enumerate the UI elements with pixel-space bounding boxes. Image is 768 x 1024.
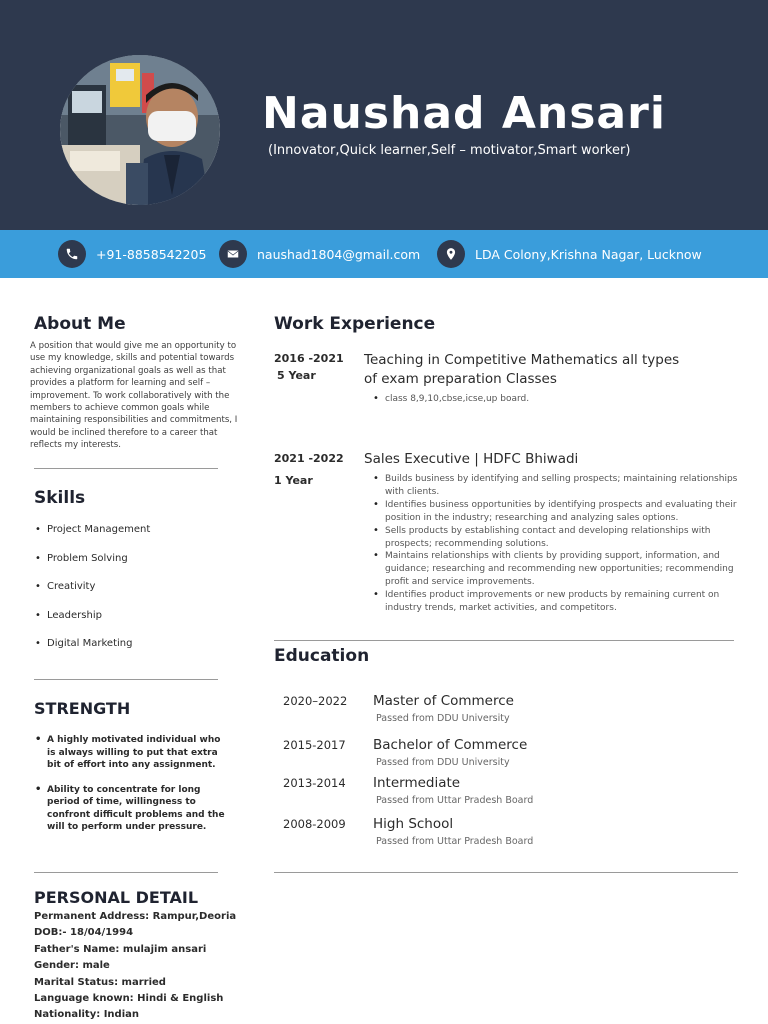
gender: Gender: male <box>34 960 110 972</box>
edu-institution: Passed from Uttar Pradesh Board <box>376 836 534 847</box>
email-address[interactable]: naushad1804@gmail.com <box>257 246 421 262</box>
edu-period: 2020–2022 <box>283 694 348 708</box>
list-item: • Identifies business opportunities by identifying prospects and evaluating their position in the industry; researching and analyzing sales options. <box>372 499 738 525</box>
list-item: • Leadership <box>34 610 234 621</box>
nationality: Nationality: Indian <box>34 1009 139 1021</box>
resume-header <box>0 0 768 230</box>
edu-period: 2008-2009 <box>283 817 346 831</box>
skills-title: Skills <box>34 488 86 508</box>
mail-icon <box>219 240 247 268</box>
list-item: • Problem Solving <box>34 553 234 564</box>
strength-list <box>34 734 230 846</box>
list-item: • Sells products by establishing contact and developing relationships with prospects; recommending solutions. <box>372 525 738 551</box>
list-item: • A highly motivated individual who is always willing to put that extra bit of effort into any assignment. <box>34 734 230 772</box>
job-duration: 5 Year <box>277 369 316 382</box>
marital-status: Marital Status: married <box>34 976 166 988</box>
contact-email <box>219 240 420 268</box>
candidate-tagline: (Innovator,Quick learner,Self – motivator,Smart worker) <box>268 143 631 158</box>
work-title: Work Experience <box>274 314 436 334</box>
edu-institution: Passed from DDU University <box>376 757 510 768</box>
edu-institution: Passed from Uttar Pradesh Board <box>376 795 534 806</box>
languages-known: Language known: Hindi & English <box>34 993 224 1005</box>
about-title: About Me <box>34 314 126 334</box>
location-pin-icon <box>437 240 465 268</box>
edu-degree: High School <box>373 816 454 832</box>
list-item: • Digital Marketing <box>34 638 234 649</box>
job-period: 2016 -2021 <box>274 352 344 365</box>
job-period: 2021 -2022 <box>274 452 344 465</box>
home-address: LDA Colony,Krishna Nagar, Lucknow <box>475 246 702 262</box>
edu-degree: Master of Commerce <box>373 693 514 709</box>
contact-phone <box>58 240 206 268</box>
list-item: • Builds business by identifying and selling prospects; maintaining relationships with clients. <box>372 473 738 499</box>
list-item: • Ability to concentrate for long period of time, willingness to confront difficult problems and the will to perform under pressure. <box>34 784 230 834</box>
edu-degree: Intermediate <box>373 775 461 791</box>
job-bullets <box>372 473 738 615</box>
education-title: Education <box>274 646 370 666</box>
edu-period: 2013-2014 <box>283 776 346 790</box>
edu-period: 2015-2017 <box>283 738 346 752</box>
list-item: • Identifies product improvements or new products by remaining current on industry trends, market activities, and competitors. <box>372 589 738 615</box>
contact-bar <box>0 230 768 278</box>
divider <box>34 468 218 469</box>
edu-degree: Bachelor of Commerce <box>373 737 528 753</box>
divider <box>34 679 218 680</box>
personal-title: PERSONAL DETAIL <box>34 888 199 907</box>
strength-title: STRENGTH <box>34 699 131 718</box>
job-bullets <box>372 393 712 406</box>
contact-address <box>437 240 702 268</box>
candidate-name: Naushad Ansari <box>262 88 666 139</box>
phone-icon <box>58 240 86 268</box>
divider <box>274 640 734 641</box>
job-title: Sales Executive | HDFC Bhiwadi <box>364 451 579 467</box>
profile-photo-image <box>60 55 220 205</box>
edu-institution: Passed from DDU University <box>376 713 510 724</box>
list-item: • Maintains relationships with clients by providing support, information, and guidance; researching and recommending new opportunities; recommending profit and service improvements. <box>372 550 738 589</box>
profile-photo <box>60 55 220 205</box>
skills-list <box>34 524 234 667</box>
phone-number[interactable]: +91-8858542205 <box>96 246 207 262</box>
job-duration: 1 Year <box>274 474 313 487</box>
about-text: A position that would give me an opportunity to use my knowledge, skills and potential towards achieving organizational goals as well as that provides a platform for learning and self – improvement. To work collaboratively with the members to achieve common goals while maintaining responsibilities and commitments, I would be inclined therefore to a career that reflects my interests. <box>30 341 238 451</box>
personal-details <box>34 909 236 1024</box>
list-item: • class 8,9,10,cbse,icse,up board. <box>372 393 712 406</box>
permanent-address: Permanent Address: Rampur,Deoria <box>34 911 237 922</box>
fathers-name: Father's Name: mulajim ansari <box>34 943 207 955</box>
divider <box>274 872 738 873</box>
date-of-birth: DOB:- 18/04/1994 <box>34 927 134 939</box>
divider <box>34 872 218 873</box>
list-item: • Creativity <box>34 581 234 592</box>
list-item: • Project Management <box>34 524 234 535</box>
job-title: Teaching in Competitive Mathematics all types of exam preparation Classes <box>364 352 680 387</box>
